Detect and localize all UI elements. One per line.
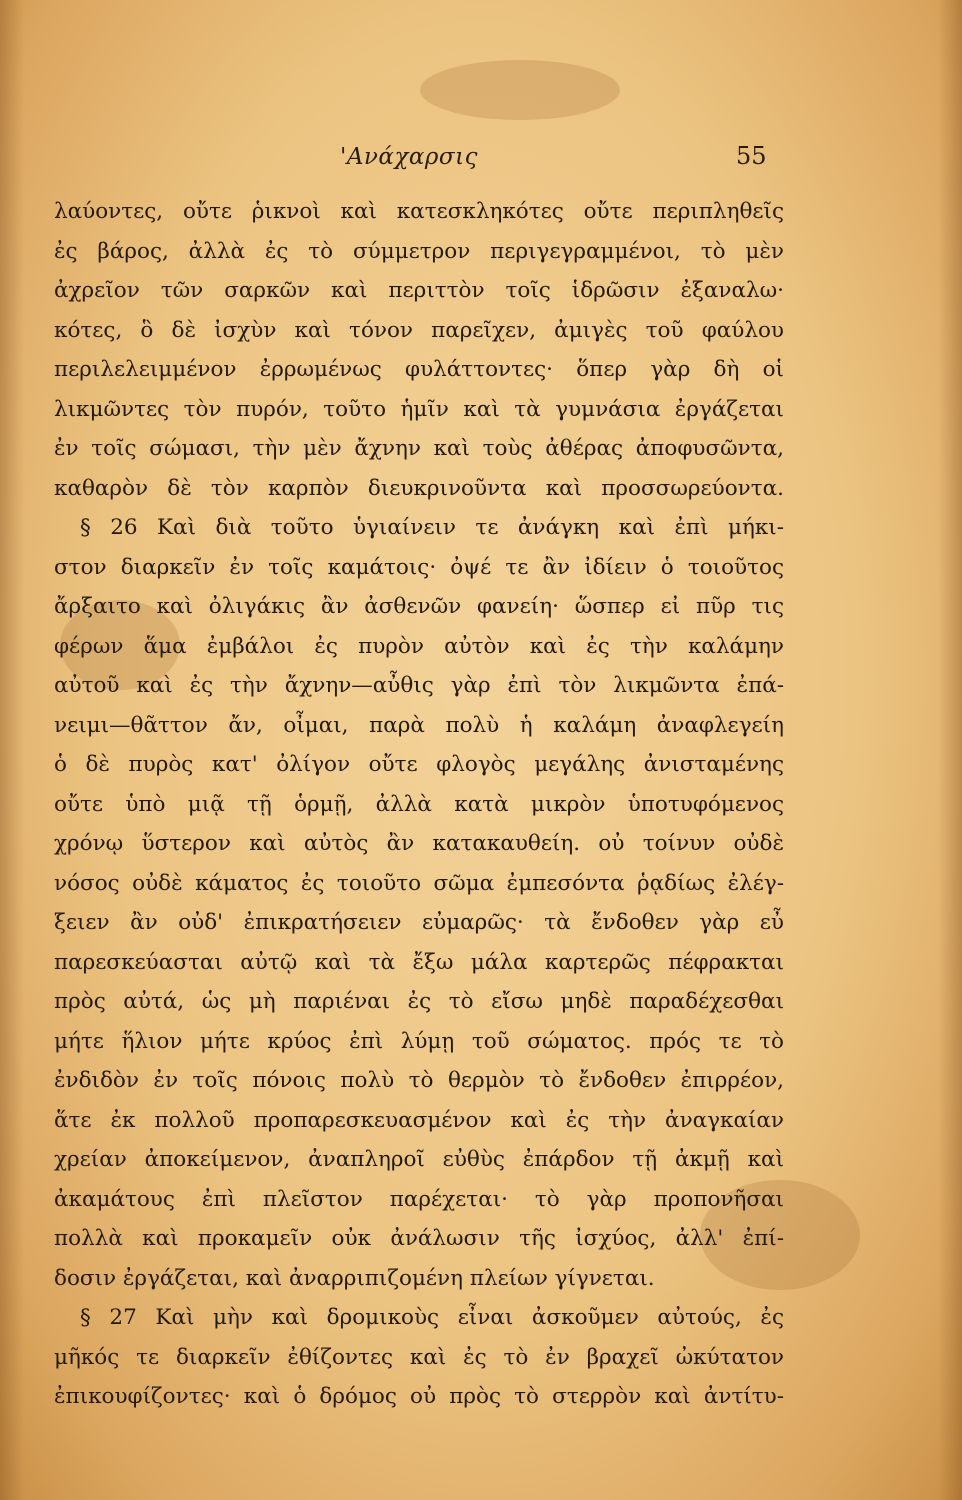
text-line: περιλελειμμένον ἐρρωμένως φυλάττοντες· ὅπερ γὰρ δὴ οἱ (54, 357, 784, 382)
text-line: πολλὰ καὶ προκαμεῖν οὐκ ἀνάλωσιν τῆς ἰσχύος, ἀλλ' ἐπί- (54, 1226, 784, 1251)
text-line: λαύοντες, οὔτε ῥικνοὶ καὶ κατεσκληκότες οὔτε περιπληθεῖς (54, 199, 784, 224)
text-line: χρόνῳ ὕστερον καὶ αὐτὸς ἂν κατακαυθείη. οὐ τοίνυν οὐδὲ (54, 831, 784, 856)
text-line: αὐτοῦ καὶ ἐς τὴν ἄχνην—αὖθις γὰρ ἐπὶ τὸν λικμῶντα ἐπά- (54, 673, 784, 698)
section-26-start: § 26 Καὶ διὰ τοῦτο ὑγιαίνειν τε ἀνάγκη καὶ ἐπὶ μήκι- (80, 515, 784, 540)
text-line: ἀχρεῖον τῶν σαρκῶν καὶ περιττὸν τοῖς ἱδρῶσιν ἐξαναλω· (54, 278, 784, 303)
text-line: ἐς βάρος, ἀλλὰ ἐς τὸ σύμμετρον περιγεγραμμένοι, τὸ μὲν (54, 238, 784, 264)
section-27-start: § 27 Καὶ μὴν καὶ δρομικοὺς εἶναι ἀσκοῦμεν αὐτούς, ἐς (80, 1305, 784, 1330)
text-line: μῆκός τε διαρκεῖν ἐθίζοντες καὶ ἐς τὸ ἐν βραχεῖ ὠκύτατον (54, 1344, 784, 1370)
page-number: 55 (736, 142, 767, 170)
text-line: στον διαρκεῖν ἐν τοῖς καμάτοις· ὀψέ τε ἂν ἰδίειν ὁ τοιοῦτος (54, 554, 784, 580)
text-line: ὁ δὲ πυρὸς κατ' ὀλίγον οὔτε φλογὸς μεγάλης ἀνισταμένης (54, 752, 784, 777)
text-line: νόσος οὐδὲ κάματος ἐς τοιοῦτο σῶμα ἐμπεσόντα ῥᾳδίως ἐλέγ- (54, 870, 784, 896)
text-line: ἅτε ἐκ πολλοῦ προπαρεσκευασμένον καὶ ἐς τὴν ἀναγκαίαν (54, 1107, 784, 1133)
text-line: φέρων ἅμα ἐμβάλοι ἐς πυρὸν αὐτὸν καὶ ἐς τὴν καλάμην (54, 633, 784, 659)
text-line: οὔτε ὑπὸ μιᾷ τῇ ὁρμῇ, ἀλλὰ κατὰ μικρὸν ὑποτυφόμενος (54, 791, 784, 817)
page-edge-shadow-left (0, 0, 24, 1500)
paper-stain (420, 60, 620, 120)
text-line: λικμῶντες τὸν πυρόν, τοῦτο ἡμῖν καὶ τὰ γυμνάσια ἐργάζεται (54, 396, 784, 422)
text-line: ἐν τοῖς σώμασι, τὴν μὲν ἄχνην καὶ τοὺς ἀθέρας ἀποφυσῶντα, (54, 436, 784, 461)
running-title: 'Ανάχαρσις (340, 144, 479, 170)
text-line: ξειεν ἂν οὐδ' ἐπικρατήσειεν εὐμαρῶς· τὰ ἔνδοθεν γὰρ εὖ (54, 910, 784, 935)
text-line: χρείαν ἀποκείμενον, ἀναπληροῖ εὐθὺς ἐπάρδον τῇ ἀκμῇ καὶ (54, 1147, 784, 1172)
page-header (0, 140, 962, 180)
text-line: νειμι—θᾶττον ἄν, οἶμαι, παρὰ πολὺ ἡ καλάμη ἀναφλεγείη (54, 712, 784, 738)
text-line: καθαρὸν δὲ τὸν καρπὸν διευκρινοῦντα καὶ προσσωρεύοντα. (54, 475, 784, 501)
text-line: δοσιν ἐργάζεται, καὶ ἀναρριπιζομένη πλείων γίγνεται. (54, 1265, 655, 1291)
text-line: κότες, ὃ δὲ ἰσχὺν καὶ τόνον παρεῖχεν, ἀμιγὲς τοῦ φαύλου (54, 317, 784, 343)
text-line: μήτε ἥλιον μήτε κρύος ἐπὶ λύμῃ τοῦ σώματος. πρός τε τὸ (54, 1028, 784, 1054)
text-line: ἀκαμάτους ἐπὶ πλεῖστον παρέχεται· τὸ γὰρ προπονῆσαι (54, 1186, 784, 1212)
page-edge-shadow-right (938, 0, 962, 1500)
body-text (54, 192, 784, 1417)
text-line: ἐπικουφίζοντες· καὶ ὁ δρόμος οὐ πρὸς τὸ στερρὸν καὶ ἀντίτυ- (54, 1384, 784, 1409)
text-line: ἄρξαιτο καὶ ὀλιγάκις ἂν ἀσθενῶν φανείη· ὥσπερ εἰ πῦρ τις (54, 594, 784, 619)
text-line: πρὸς αὐτά, ὡς μὴ παριέναι ἐς τὸ εἴσω μηδὲ παραδέχεσθαι (54, 989, 784, 1014)
text-line: παρεσκεύασται αὐτῷ καὶ τὰ ἔξω μάλα καρτερῶς πέφρακται (54, 949, 784, 975)
text-line: ἐνδιδὸν ἐν τοῖς πόνοις πολὺ τὸ θερμὸν τὸ ἔνδοθεν ἐπιρρέον, (54, 1068, 784, 1093)
